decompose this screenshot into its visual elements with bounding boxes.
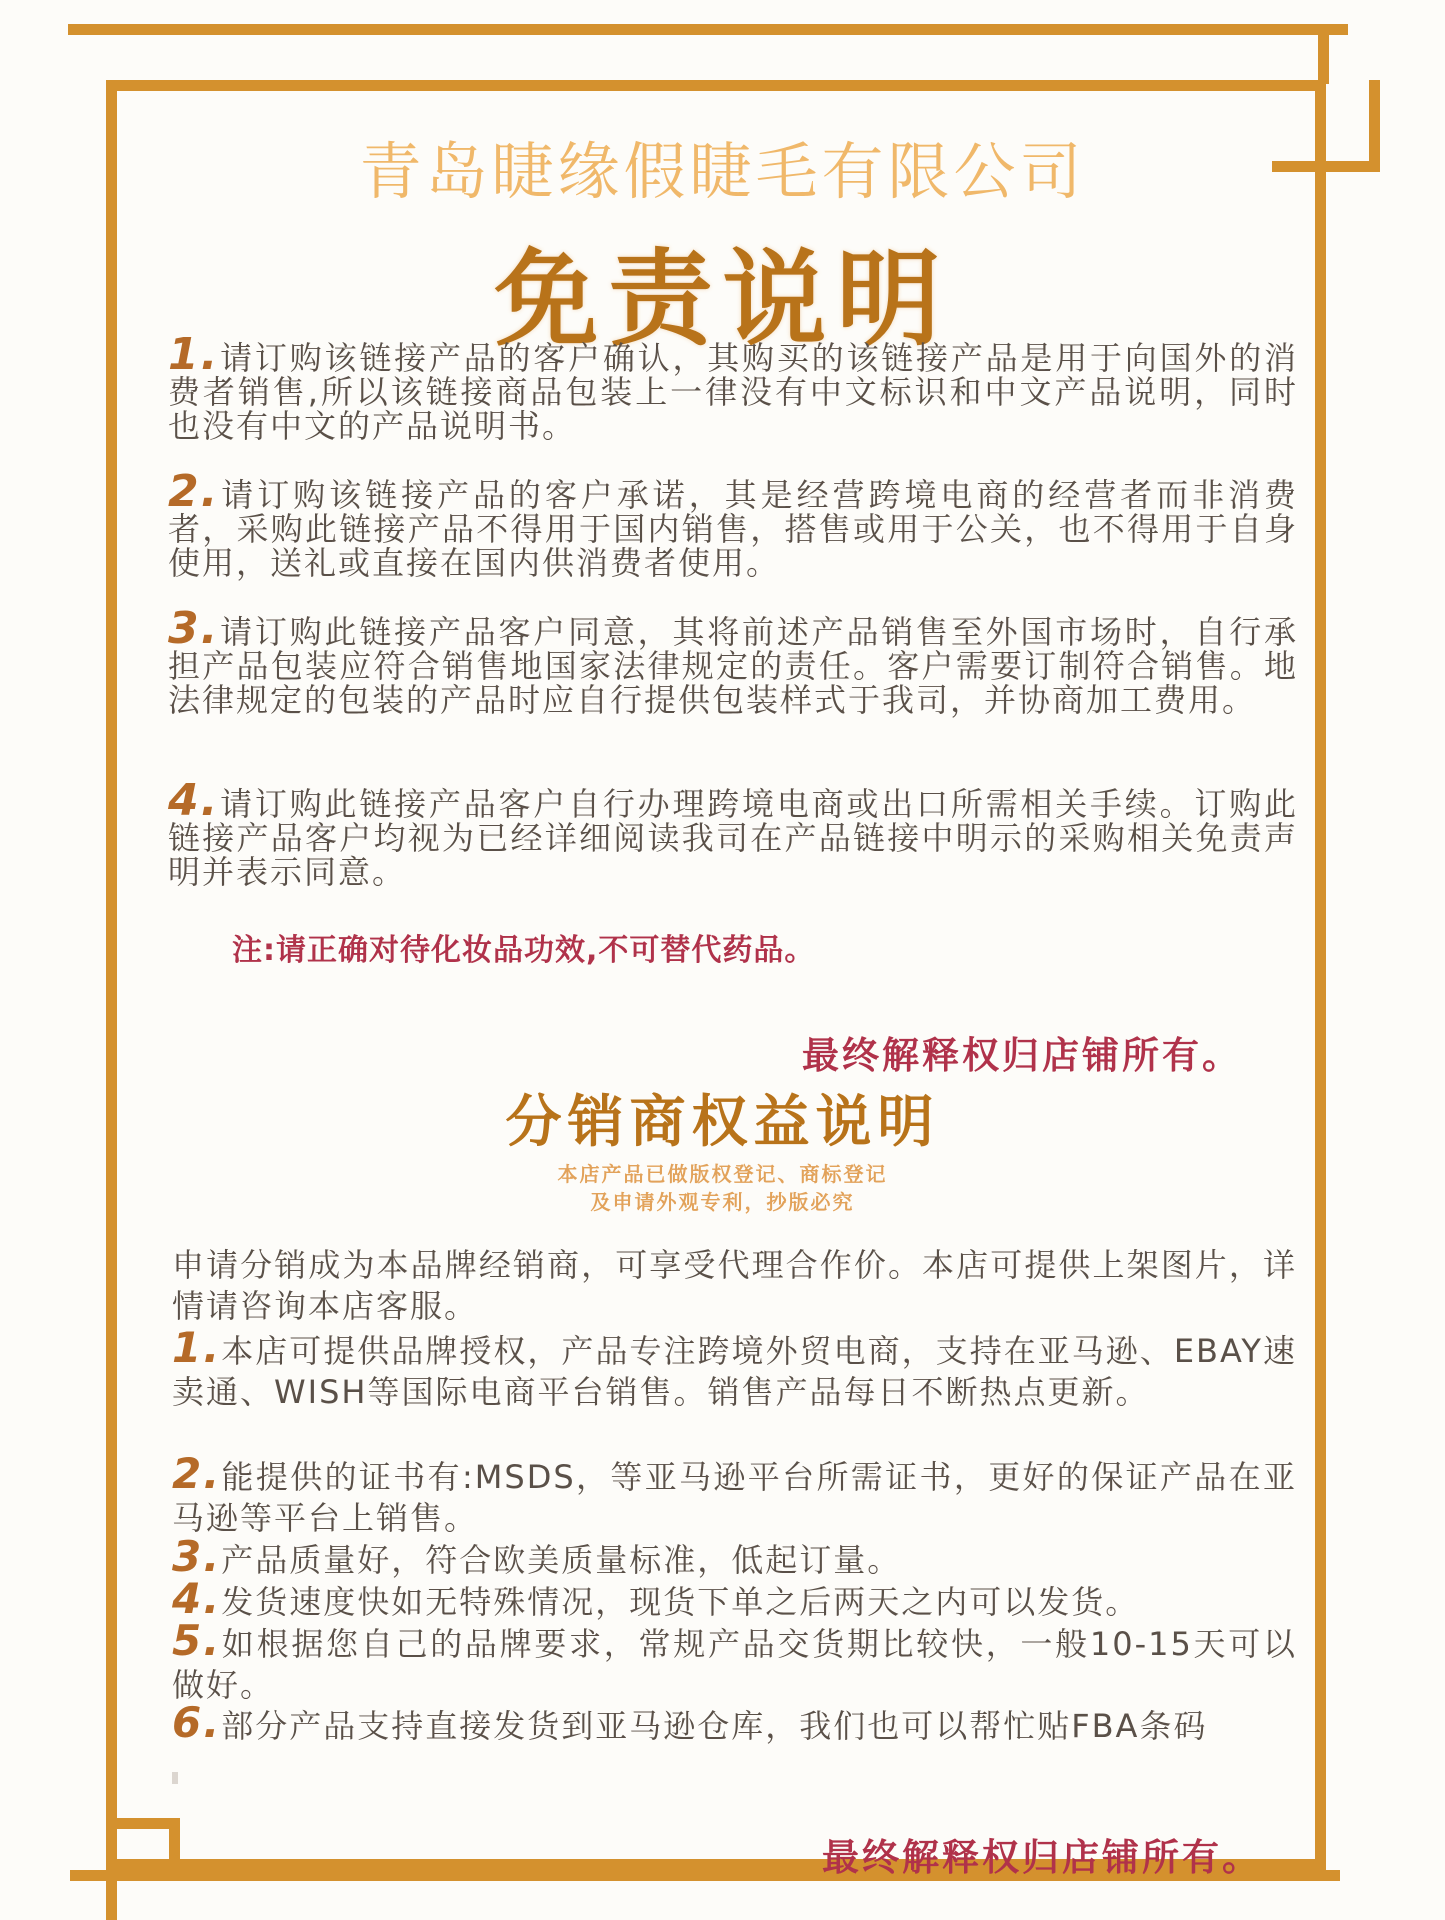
item-text: 产品质量好，符合欧美质量标准，低起订量。: [221, 1541, 902, 1579]
distributor-item-4: [172, 1574, 1297, 1623]
scan-mark: [172, 1772, 178, 1784]
item-number: 2.: [168, 466, 220, 517]
disclaimer-item-2: [168, 466, 1298, 582]
item-text: 请订购该链接产品的客户确认，其购买的该链接产品是用于向国外的消费者销售,所以该链接商品包装上一律没有中文标识和中文产品说明，同时也没有中文的产品说明书。: [168, 339, 1298, 445]
distributor-item-3: [172, 1532, 1297, 1581]
disclaimer-item-3: [168, 603, 1298, 719]
item-number: 4.: [172, 1574, 222, 1623]
item-text: 如根据您自己的品牌要求，常规产品交货期比较快，一般10-15天可以做好。: [172, 1625, 1297, 1704]
distributor-item-2: [172, 1449, 1297, 1539]
item-text: 请订购此链接产品客户同意，其将前述产品销售至外国市场时，自行承担产品包装应符合销售地国家法律规定的责任。客户需要订制符合销售。地法律规定的包装的产品时应自行提供包装样式于我司，并协商加工费用。: [168, 613, 1298, 719]
item-text: 发货速度快如无特殊情况，现货下单之后两天之内可以发货。: [221, 1583, 1140, 1621]
item-text: 本店可提供品牌授权，产品专注跨境外贸电商，支持在亚马逊、EBAY速卖通、WISH等国际电商平台销售。销售产品每日不断热点更新。: [172, 1332, 1297, 1411]
item-number: 1.: [168, 329, 220, 380]
item-number: 2.: [172, 1449, 222, 1498]
item-number: 6.: [172, 1698, 222, 1747]
item-number: 5.: [172, 1616, 222, 1665]
final-statement-1: 最终解释权归店铺所有。: [802, 1034, 1242, 1077]
item-number: 4.: [168, 775, 220, 826]
distributor-item-5: [172, 1616, 1297, 1706]
item-text: 请订购该链接产品的客户承诺，其是经营跨境电商的经营者而非消费者，采购此链接产品不得用于国内销售，搭售或用于公关，也不得用于自身使用，送礼或直接在国内供消费者使用。: [168, 476, 1298, 582]
disclaimer-item-4: [168, 775, 1298, 891]
item-text: 部分产品支持直接发货到亚马逊仓库，我们也可以帮忙贴FBA条码: [221, 1707, 1208, 1745]
distributor-item-1: [172, 1323, 1297, 1413]
copyright-line-1: 本店产品已做版权登记、商标登记: [557, 1162, 888, 1186]
item-text: 能提供的证书有:MSDS，等亚马逊平台所需证书，更好的保证产品在亚马逊等平台上销售。: [172, 1458, 1297, 1537]
cosmetics-note: 注:请正确对待化妆品功效,不可替代药品。: [232, 933, 816, 968]
distributor-intro: 申请分销成为本品牌经销商，可享受代理合作价。本店可提供上架图片，详情请咨询本店客服。: [172, 1246, 1297, 1325]
page-title: 免责说明: [494, 238, 951, 360]
final-statement-2: 最终解释权归店铺所有。: [822, 1836, 1262, 1879]
distributor-item-6: [172, 1698, 1297, 1747]
item-number: 3.: [172, 1532, 222, 1581]
company-name: 青岛睫缘假睫毛有限公司: [359, 135, 1086, 208]
item-number: 1.: [172, 1323, 222, 1372]
item-number: 3.: [168, 603, 220, 654]
disclaimer-item-1: [168, 329, 1298, 445]
distributor-title: 分销商权益说明: [505, 1090, 940, 1155]
copyright-line-2: 及申请外观专利，抄版必究: [590, 1190, 855, 1214]
copyright-notice: [0, 1160, 1445, 1216]
item-text: 请订购此链接产品客户自行办理跨境电商或出口所需相关手续。订购此链接产品客户均视为已经详细阅读我司在产品链接中明示的采购相关免责声明并表示同意。: [168, 785, 1298, 891]
